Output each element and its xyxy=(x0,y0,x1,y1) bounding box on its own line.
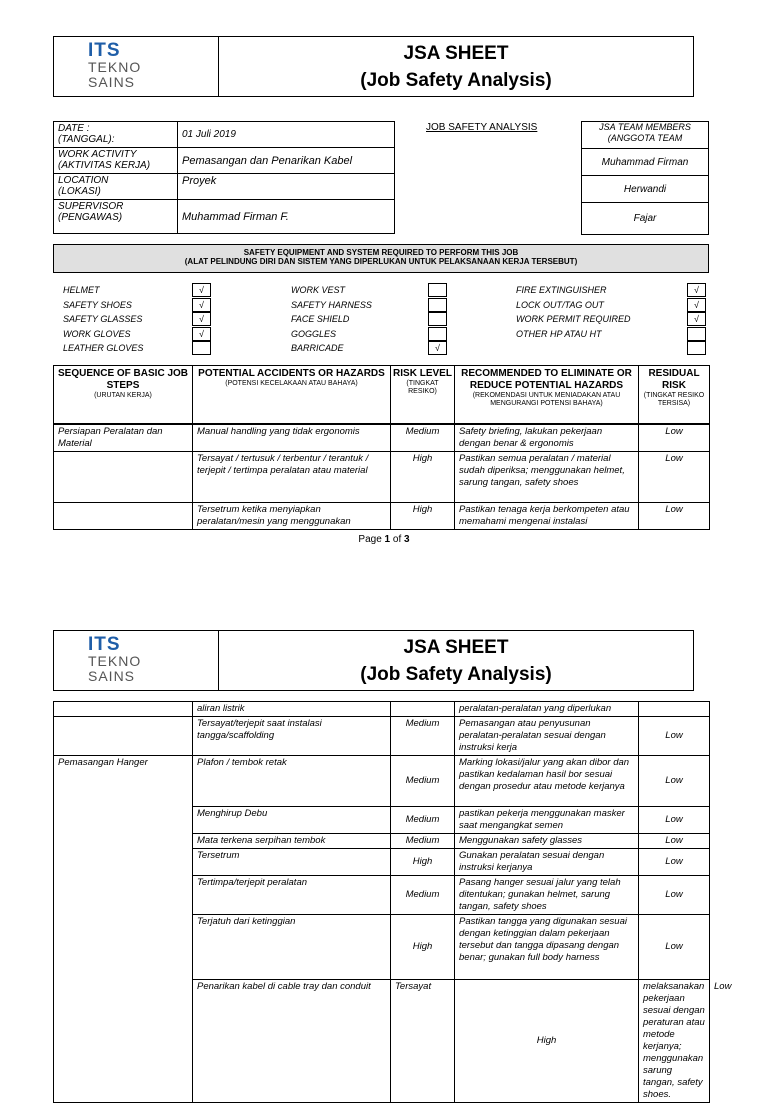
checkbox: √ xyxy=(687,283,706,297)
checkbox xyxy=(428,283,447,297)
company-logo: ITS TEKNO SAINS xyxy=(54,37,219,96)
sheet-title: JSA SHEET (Job Safety Analysis) xyxy=(360,43,552,91)
checkbox xyxy=(192,341,211,355)
checkbox xyxy=(428,327,447,341)
equipment-col-3: FIRE EXTINGUISHER √ LOCK OUT/TAG OUT √ WORK PERMIT REQUIRED √ OTHER HP ATAU HT xyxy=(516,283,706,356)
checkbox: √ xyxy=(687,298,706,312)
table-row: Mata terkena serpihan tembok Medium Menggunakan safety glasses Low xyxy=(54,834,710,849)
table-row: Tersayat/terjepit saat instalasi tangga/scaffolding Medium Pemasangan atau penyusunan peralatan-peralatan sesuai dengan instruksi kerja Low xyxy=(54,717,710,756)
table-row: Pemasangan Hanger Plafon / tembok retak Medium Marking lokasi/jalur yang akan dibor dan pastikan kedalaman hasil bor sesuai dengan prosedur atau metode kerjanya Low xyxy=(54,756,710,807)
jsa-title-link: JOB SAFETY ANALYSIS xyxy=(426,122,538,133)
team-members-table: JSA TEAM MEMBERS (ANGGOTA TEAM Muhammad Firman Herwandi Fajar xyxy=(581,121,709,235)
equipment-col-2: WORK VEST SAFETY HARNESS FACE SHIELD GOGGLES BARRICADE √ xyxy=(291,283,447,356)
checkbox xyxy=(428,298,447,312)
table-row: Tersayat / tertusuk / terbentur / terantuk / terjepit / tertimpa peralatan atau material High Pastikan semua peralatan / material sudah diperiksa; menggunakan helmet, sarung tangan, safety shoes Low xyxy=(54,451,710,502)
job-info-table: DATE : (TANGGAL): 01 Juli 2019 WORK ACTIVITY (AKTIVITAS KERJA) Pemasangan dan Penarikan Kabel LOCATION (LOKASI) Proyek SUPERVISOR (PENGAWAS) Muhammad Firman F. xyxy=(53,121,395,234)
checkbox: √ xyxy=(192,327,211,341)
col-recommend: RECOMMENDED TO ELIMINATE OR REDUCE POTENTIAL HAZARDS (REKOMENDASI UNTUK MENIADAKAN ATAU MENGURANGI POTENSI BAHAYA) xyxy=(455,366,639,424)
table-row: Tersetrum ketika menyiapkan peralatan/mesin yang menggunakan High Pastikan tenaga kerja berkompeten atau memahami mengenai instalasi Low xyxy=(54,502,710,529)
page2-header xyxy=(53,630,694,691)
table-row: aliran listrik peralatan-peralatan yang diperlukan xyxy=(54,702,710,717)
table-row: Penarikan kabel di cable tray dan conduit Tersayat High melaksanakan pekerjaan sesuai dengan peraturan atau metode kerjanya; menggunakan sarung tangan, safety shoes. Low xyxy=(54,980,710,1103)
checkbox: √ xyxy=(192,298,211,312)
table-row: Terjatuh dari ketinggian High Pastikan tangga yang digunakan sesuai dengan ketinggian dalam pekerjaan tersebut dan tangga dipasang dengan benar; gunakan full body harness Low xyxy=(54,915,710,980)
col-risk: RISK LEVEL (TINGKAT RESIKO) xyxy=(391,366,455,424)
checkbox: √ xyxy=(192,283,211,297)
col-residual: RESIDUAL RISK (TINGKAT RESIKO TERSISA) xyxy=(639,366,710,424)
equipment-col-1: HELMET √ SAFETY SHOES √ SAFETY GLASSES √ WORK GLOVES √ LEATHER GLOVES xyxy=(63,283,211,356)
checkbox xyxy=(428,312,447,326)
jsa-table-page1 xyxy=(53,365,710,530)
page1-header xyxy=(53,36,694,97)
equipment-section-header: SAFETY EQUIPMENT AND SYSTEM REQUIRED TO PERFORM THIS JOB (ALAT PELINDUNG DIRI DAN SISTEM YANG DIPERLUKAN UNTUK PELAKSANAAN KERJA TERSEBUT) xyxy=(53,244,709,273)
col-hazards: POTENTIAL ACCIDENTS OR HAZARDS (POTENSI KECELAKAAN ATAU BAHAYA) xyxy=(193,366,391,424)
checkbox xyxy=(687,327,706,341)
sheet-title: JSA SHEET (Job Safety Analysis) xyxy=(360,637,552,685)
table-row: Tertimpa/terjepit peralatan Medium Pasang hanger sesuai jalur yang telah ditentukan; gunakan helmet, sarung tangan, safety shoes Low xyxy=(54,876,710,915)
col-steps: SEQUENCE OF BASIC JOB STEPS (URUTAN KERJA) xyxy=(54,366,193,424)
checkbox xyxy=(687,341,706,355)
table-row: Tersetrum High Gunakan peralatan sesuai dengan instruksi kerjanya Low xyxy=(54,849,710,876)
table-row: Persiapan Peralatan dan Material Manual handling yang tidak ergonomis Medium Safety briefing, lakukan pekerjaan dengan benar & ergonomis Low xyxy=(54,424,710,452)
table-row: Menghirup Debu Medium pastikan pekerja menggunakan masker saat mengangkat semen Low xyxy=(54,807,710,834)
checkbox: √ xyxy=(192,312,211,326)
checkbox: √ xyxy=(428,341,447,355)
jsa-table-page2 xyxy=(53,701,732,1103)
page-number: Page 1 of 3 xyxy=(358,534,410,545)
company-logo: ITS TEKNO SAINS xyxy=(54,631,219,690)
checkbox: √ xyxy=(687,312,706,326)
